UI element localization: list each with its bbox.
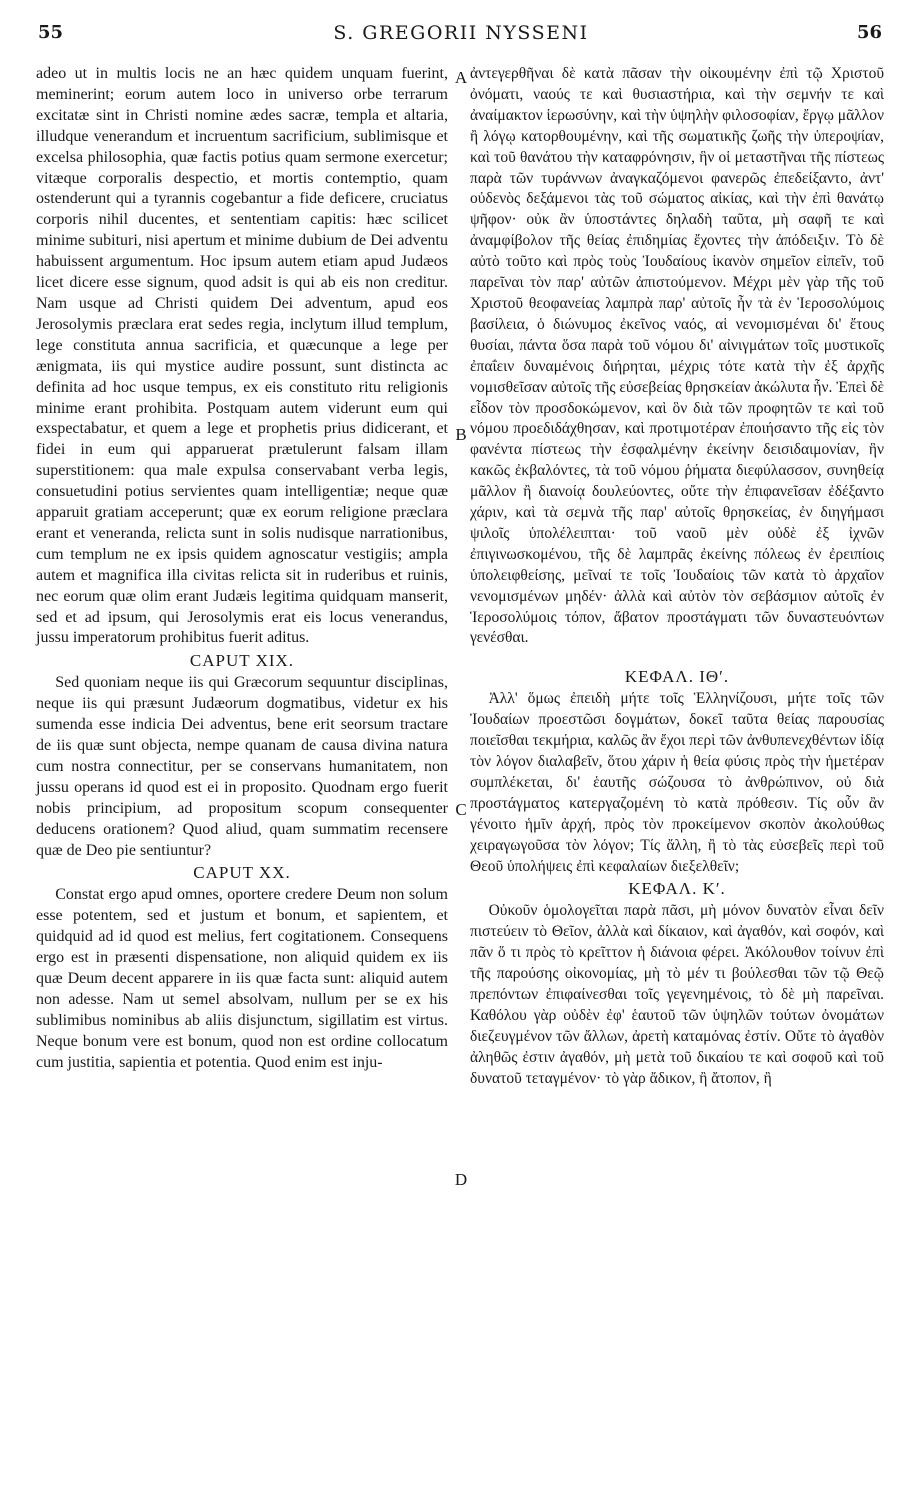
latin-paragraph-2: Sed quoniam neque iis qui Græcorum sequuntur disciplinas, neque iis qui præsunt Judæorum dogmatibus, videtur ex his sumenda esse indicia Dei adventus, bene erit seorsum tractare de iis quæ sunt objecta, nempe quanam de causa divina natura cum nostra connectitur, per se conservans humanitatem, non jussu operans id quod est ei in proposito. Quodnam ergo fuerit nobis principium, ad propositum scopum consequenter deducens orationem? Quod aliud, quam summatim recensere quæ de Deo pie sentiuntur? (36, 674, 448, 859)
margin-marker-a: A (454, 68, 468, 87)
greek-paragraph-2: Ἀλλ' ὅμως ἐπειδὴ μήτε τοῖς Ἑλληνίζουσι, μήτε τοῖς τῶν Ἰουδαίων προεστῶσι δογμάτων, δοκεῖ ταῦτα θείας παρουσίας ποιεῖσθαι τεκμήρια, καλῶς ἂν ἔχοι περὶ τῶν ἀνθυπενεχθέντων ἰδίᾳ τὸν λόγον διαλαβεῖν, ὅτου χάριν ἡ θεία φύσις πρὸς τὴν ἡμετέραν συμπλέκεται, δι' ἑαυτῆς σώζουσα τὸ ἀνθρώπινον, οὐ διὰ προστάγματος κατεργαζομένη τὸ κατὰ πρόθεσιν. Τίς οὖν ἂν γένοιτο ἡμῖν ἀρχή, πρὸς τὸν προκείμενον σκοπὸν ἀκολούθως χειραγωγοῦσα τὸν λόγον; Τίς ἄλλη, ἢ τὸ τὰς εὐσεβεῖς περὶ τοῦ Θεοῦ ὑπολήψεις ἐπὶ κεφαλαίων διεξελθεῖν; (470, 690, 884, 875)
running-title: S. GREGORII NYSSENI (333, 22, 589, 44)
margin-marker-c: C (455, 800, 467, 819)
greek-paragraph-1: ἀντεγερθῆναι δὲ κατὰ πᾶσαν τὴν οἰκουμένην ἐπὶ τῷ Χριστοῦ ὀνόματι, ναούς τε καὶ θυσιαστήρια, καὶ τὴν σεμνήν τε καὶ ἀναίμακτον ἱερωσύνην, καὶ τὴν ὑψηλὴν φιλοσοφίαν, ἔργῳ μᾶλλον ἢ λόγῳ κατορθουμένην, καὶ τῆς σωματικῆς ζωῆς τὴν ὑπεροψίαν, καὶ τοῦ θανάτου τὴν καταφρόνησιν, ἣν οἱ μεταστῆναι τῆς πίστεως παρὰ τῶν τυράννων ἀναγκαζόμενοι φανερῶς ἐπεδείξαντο, ἀντ' οὐδενὸς δεξάμενοι τὰς τοῦ σώματος αἰκίας, καὶ τὴν ἐπὶ θανάτῳ ψῆφον· οὐκ ἂν ὑποστάντες δηλαδὴ ταῦτα, μὴ σαφῆ τε καὶ ἀναμφίβολον τῆς θείας ἐπιδημίας ἔχοντες τὴν ἀπόδειξιν. Τὸ δὲ αὐτὸ τοῦτο καὶ πρὸς τοὺς Ἰουδαίους ἱκανὸν σημεῖον εἰπεῖν, τοῦ παρεῖναι τὸν παρ' αὐτῶν ἀπιστούμενον. Μέχρι μὲν γὰρ τῆς τοῦ Χριστοῦ θεοφανείας λαμπρὰ παρ' αὐτοῖς ἦν τὰ ἐν Ἱεροσολύμοις βασίλεια, ὁ διώνυμος ἐκεῖνος ναός, αἱ νενομισμέναι δι' ἔτους θυσίαι, πάντα ὅσα παρὰ τοῦ νόμου δι' αἰνιγμάτων τοῖς μυστικοῖς ἐπαΐειν δυναμένοις διήρηται, μέχρις τότε κατὰ τὴν ἐξ ἀρχῆς νομισθεῖσαν αὐτοῖς τῆς εὐσεβείας θρησκείαν ἀκώλυτα ἦν. Ἐπεὶ δὲ εἶδον τὸν προσδοκώμενον, καὶ ὃν διὰ τῶν προφητῶν τε καὶ τοῦ νόμου προεδιδάχθησαν, καὶ προτιμοτέραν ἐποιήσαντο τῆς εἰς τὸν φανέντα πίστεως τὴν ἐσφαλμένην ἐκείνην δεισιδαιμονίαν, ἣν κακῶς ἐκβαλόντες, τὰ τοῦ νόμου ῥήματα διεφύλασσον, συνηθείᾳ μᾶλλον ἢ διανοίᾳ δουλεύοντες, οὔτε τὴν ἐπιφανεῖσαν ἐδέξαντο χάριν, καὶ τὰ σεμνὰ τῆς παρ' αὐτοῖς θρησκείας, ἐν διηγήμασι ψιλοῖς ὑπολέλειπται· τοῦ ναοῦ μὲν οὐδὲ ἐξ ἰχνῶν ἐπιγινωσκομένου, τῆς δὲ λαμπρᾶς ἐκείνης πόλεως ἐν ἐρειπίοις ὑπολειφθείσης, μεῖναί τε τοῖς Ἰουδαίοις τῶν κατὰ τὸ ἀρχαῖον νενομισμένων μηδέν· ἀλλὰ καὶ αὐτὸν τὸν σεβάσμιον αὐτοῖς ἐν Ἱεροσολύμοις τόπον, ἄβατον προστάγματι τῶν δυναστευόντων γενέσθαι. (470, 65, 885, 647)
left-page-number: 55 (38, 22, 64, 43)
right-page-number: 56 (856, 22, 882, 43)
latin-chapter-heading-19: CAPUT XIX. (189, 651, 295, 671)
latin-paragraph-1: adeo ut in multis locis ne an hæc quidem unquam fuerint, meminerint; eorum autem loco in universo orbe terrarum excitatæ sint in Christi nomine ædes sacræ, templa et altaria, illudque venerandum et incruentum sacrificium, sublimisque et excelsa philosophia, quæ factis potius quam sermone exercetur; vitæque corporalis despectio, et mortis contemptio, quam ostenderunt qui a tyrannis cogebantur a fide deficere, cruciatus corporis nihil ducentes, et sententiam capitis: hæc scilicet minime subituri, nisi apertum et minime dubium de Dei adventu habuissent argumentum. Hoc ipsum autem etiam apud Judæos licet dicere esse signum, quod adsit is qui ab eis non creditur. Nam usque ad Christi quidem Dei adventum, apud eos Jerosolymis præclara erat sedes regia, inclytum illud templum, lege constituta annua sacrificia, et quæcunque a lege per ænigmata, iis qui mystice audire possunt, sunt distincta ac definita ad hoc usque tempus, ex eis constituto ritu religionis minime erant prohibita. Postquam autem viderunt eum qui exspectabatur, et quem a lege et prophetis prius didicerant, et fidei in eum qui apparuerat prætulerunt falsam illam superstitionem: qua male expulsa conservabant verba legis, consuetudini potius servientes quam intelligentiæ; neque quæ apparuit gratiam acceperunt; quæ ex eorum religione præclara erant et veneranda, relicta sunt in solis nudisque narrationibus, cum templum ne ex ipsis quidem agnoscatur vestigiis; ampla autem et magnifica illa civitas relicta sit in ruderibus et ruinis, nec eorum quæ olim erant Judæis legitima quidquam manserit, sed et ad ipsum, qui Jerosolymis erat eis locus venerandus, jussu imperatorum prohibitus fuerit aditus. (36, 65, 448, 647)
running-header (30, 14, 892, 58)
greek-column (470, 64, 884, 1090)
greek-paragraph-3: Οὐκοῦν ὁμολογεῖται παρὰ πᾶσι, μὴ μόνον δυνατὸν εἶναι δεῖν πιστεύειν τὸ Θεῖον, ἀλλὰ καὶ δίκαιον, καὶ ἀγαθόν, καὶ σοφόν, καὶ πᾶν ὅ τι πρὸς τὸ κρεῖττον ἡ διάνοια φέρει. Ἀκόλουθον τοίνυν ἐπὶ τῆς παρούσης οἰκονομίας, μὴ τὸ μέν τι βούλεσθαι τῶν τῷ Θεῷ πρεπόντων ἐπιφαίνεσθαι τοῖς γεγενημένοις, τὸ δὲ μὴ παρεῖναι. Καθόλου γὰρ οὐδὲν ἐφ' ἑαυτοῦ τῶν ὑψηλῶν τούτων ὀνομάτων διεζευγμένον τῶν ἄλλων, ἀρετὴ καταμόνας ἐστίν. Οὔτε τὸ ἀγαθὸν ἀληθῶς ἐστιν ἀγαθόν, μὴ μετὰ τοῦ δικαίου τε καὶ σοφοῦ καὶ τοῦ δυνατοῦ τεταγμένον· τὸ γὰρ ἄδικον, ἢ ἄτοπον, ἢ (470, 902, 884, 1087)
latin-column (36, 64, 448, 1074)
greek-chapter-heading-19: ΚΕΦΑΛ. ΙΘʹ. (624, 667, 730, 687)
greek-chapter-heading-20: ΚΕΦΑΛ. Κʹ. (628, 879, 726, 899)
margin-marker-b: B (455, 425, 467, 444)
margin-marker-d: D (454, 1170, 468, 1189)
latin-chapter-heading-20: CAPUT XX. (193, 863, 291, 883)
latin-paragraph-3: Constat ergo apud omnes, oportere credere Deum non solum esse potentem, sed et justum et bonum, et sapientem, et quidquid ad id quod est melius, fert cogitationem. Consequens ergo est in præsenti dispensatione, non aliquid quidem ex iis quæ Deum decent apparere in iis quæ facta sunt: aliquid autem non adesse. Nam ut semel absolvam, nullum per se ex his sublimibus nominibus ab aliis disjunctum, sigillatim est virtus. Neque bonum vere est bonum, quod non est ordine collocatum cum justitia, sapientia et potentia. Quod enim est inju- (36, 886, 448, 1071)
